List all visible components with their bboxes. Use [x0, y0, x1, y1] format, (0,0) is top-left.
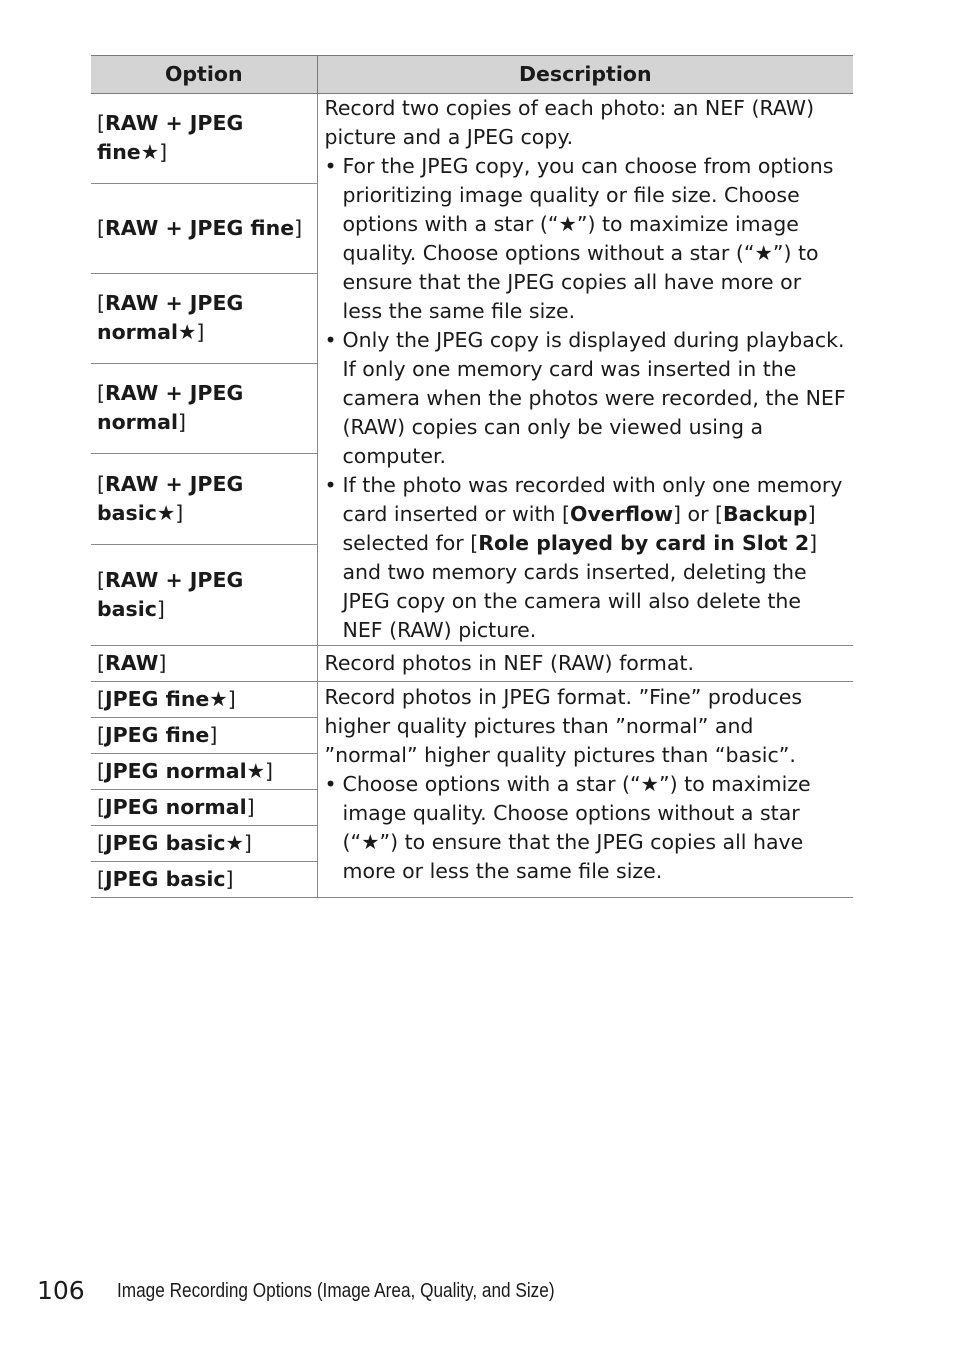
option-name: RAW + JPEG basic — [97, 567, 244, 621]
bullet-text: Choose options with a star (“★”) to maximize image quality. Choose options without a star (“★”) to ensure that the JPEG copies all have more or less the same file size. — [342, 772, 811, 883]
option-name: JPEG basic — [105, 867, 226, 891]
option-name: RAW + JPEG normal — [97, 381, 244, 435]
option-name: RAW + JPEG basic★ — [97, 471, 244, 525]
option-bracket-close: ] — [294, 215, 303, 240]
option-bracket-open: [ — [97, 381, 105, 406]
bullet-text: If the photo was recorded with only one memory card inserted or with [ — [342, 473, 843, 526]
option-name: JPEG fine — [105, 723, 210, 747]
description-bullet — [325, 471, 848, 645]
option-bracket-close: ] — [175, 500, 184, 525]
option-bracket-open: [ — [97, 567, 105, 592]
table-row — [91, 682, 853, 718]
footer-section-title: Image Recording Options (Image Area, Quality, and Size) — [117, 1280, 555, 1302]
option-bracket-close: ] — [159, 140, 168, 165]
option-name: JPEG normal★ — [105, 759, 266, 783]
option-name: JPEG normal — [105, 795, 247, 819]
option-name: RAW + JPEG normal★ — [97, 291, 244, 345]
table-body — [91, 94, 853, 898]
option-cell — [91, 682, 317, 718]
option-bracket-close: ] — [243, 831, 252, 855]
option-bracket-open: [ — [97, 687, 105, 711]
option-bracket-close: ] — [196, 320, 205, 345]
description-intro: Record photos in NEF (RAW) format. — [324, 651, 694, 675]
option-cell — [91, 273, 317, 363]
description-cell — [317, 94, 853, 646]
option-cell — [91, 718, 317, 754]
option-cell — [91, 790, 317, 826]
option-bracket-close: ] — [178, 410, 187, 435]
option-name: RAW + JPEG fine★ — [97, 111, 244, 165]
option-cell — [91, 363, 317, 453]
option-bracket-close: ] — [158, 651, 167, 675]
option-name: RAW + JPEG fine — [105, 215, 295, 240]
bullet-marker: • — [324, 328, 337, 352]
description-bullet — [325, 326, 848, 471]
option-name: JPEG fine★ — [105, 687, 228, 711]
bullet-text: ] or [ — [673, 502, 724, 526]
option-bracket-open: [ — [97, 867, 105, 891]
bullet-marker: • — [324, 154, 337, 178]
option-bracket-close: ] — [246, 795, 255, 819]
bullet-text: ] selected for [ — [342, 502, 816, 555]
option-cell — [91, 544, 317, 645]
description-bullet — [325, 152, 848, 326]
table-header-row — [91, 56, 853, 94]
bullet-marker: • — [324, 473, 337, 497]
option-bracket-open: [ — [97, 759, 105, 783]
description-cell — [317, 682, 853, 898]
description-cell — [317, 646, 853, 682]
option-cell — [91, 646, 317, 682]
option-bracket-open: [ — [97, 111, 105, 136]
option-cell — [91, 754, 317, 790]
option-bracket-close: ] — [227, 687, 236, 711]
option-bracket-close: ] — [209, 723, 218, 747]
option-name: JPEG basic★ — [105, 831, 244, 855]
option-bracket-open: [ — [97, 795, 105, 819]
description-intro: Record two copies of each photo: an NEF (RAW) picture and a JPEG copy. — [324, 96, 815, 149]
option-bracket-close: ] — [265, 759, 274, 783]
bullet-text-bold: Backup — [723, 502, 808, 526]
bullet-text: Only the JPEG copy is displayed during playback. If only one memory card was inserted in the camera when the photos were recorded, the NEF (RAW) copies can only be viewed using a computer. — [342, 328, 846, 468]
option-column-header: Option — [91, 56, 317, 94]
bullet-text-bold: Overflow — [570, 502, 674, 526]
bullet-text: ] and two memory cards inserted, deleting the JPEG copy on the camera will also delete the NEF (RAW) picture. — [342, 531, 818, 642]
option-bracket-open: [ — [97, 471, 105, 496]
description-column-header: Description — [317, 56, 853, 94]
option-cell — [91, 826, 317, 862]
option-bracket-close: ] — [156, 596, 165, 621]
bullet-marker: • — [324, 772, 337, 796]
bullet-text-bold: Role played by card in Slot 2 — [478, 531, 810, 555]
page-number: 106 — [37, 1276, 85, 1305]
description-intro: Record photos in JPEG format. ”Fine” produces higher quality pictures than ”normal” and ”normal” higher quality pictures than “basic”. — [324, 685, 803, 767]
table-row — [91, 646, 853, 682]
option-name: RAW — [105, 651, 159, 675]
option-bracket-open: [ — [97, 723, 105, 747]
option-cell — [91, 453, 317, 544]
table-row — [91, 94, 853, 184]
option-bracket-close: ] — [225, 867, 234, 891]
description-bullet — [325, 770, 848, 886]
option-cell — [91, 94, 317, 184]
option-bracket-open: [ — [97, 651, 105, 675]
option-bracket-open: [ — [97, 215, 105, 240]
option-bracket-open: [ — [97, 291, 105, 316]
bullet-text: For the JPEG copy, you can choose from options prioritizing image quality or file size. Choose options with a star (“★”) to maximize image quality. Choose options without a star (“★”) to ensure that the JPEG copies all have more or less the same file size. — [342, 154, 834, 323]
option-bracket-open: [ — [97, 831, 105, 855]
option-cell — [91, 862, 317, 898]
image-quality-options-table — [91, 55, 853, 898]
option-cell — [91, 183, 317, 273]
